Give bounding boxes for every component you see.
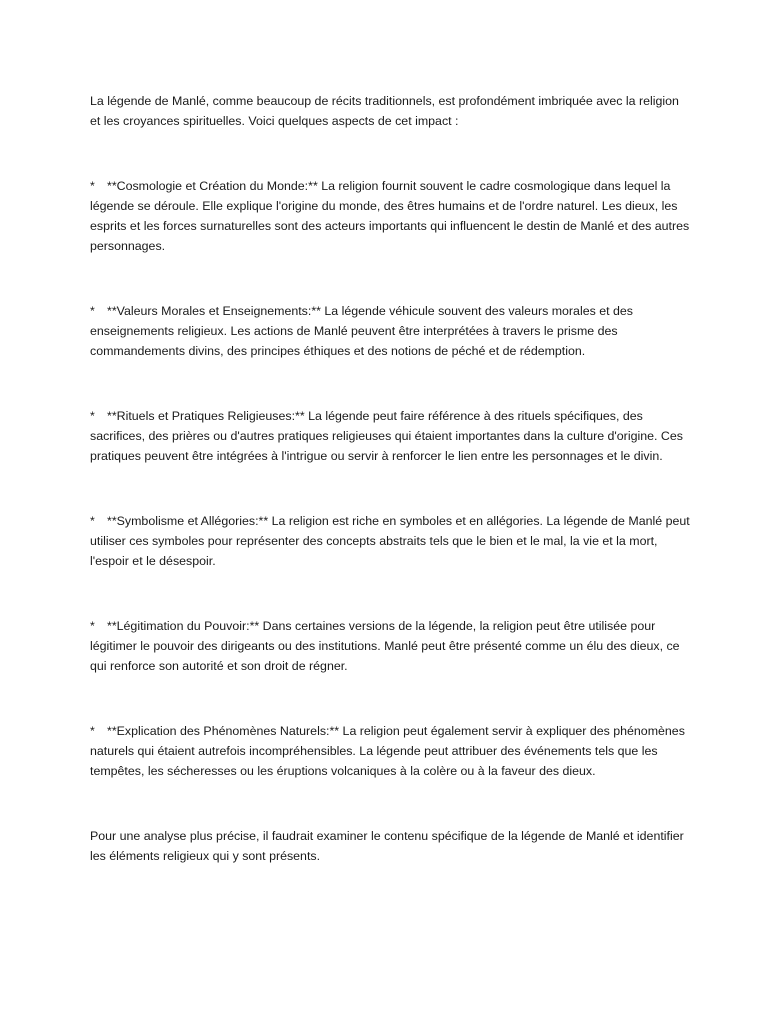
bullet-item-rituels <box>90 406 690 466</box>
conclusion-paragraph: Pour une analyse plus précise, il faudrait examiner le contenu spécifique de la légende de Manlé et identifier les éléments religieux qui y sont présents. <box>90 829 684 863</box>
document-body <box>90 91 690 866</box>
bullet-text: **Valeurs Morales et Enseignements:** La légende véhicule souvent des valeurs morales et des enseignements religieux. Les actions de Manlé peuvent être interprétées à travers le prisme des commandements divins, des principes éthiques et des notions de péché et de rédemption. <box>90 304 633 358</box>
bullet-marker: * <box>90 179 95 193</box>
bullet-marker: * <box>90 514 95 528</box>
bullet-text: **Symbolisme et Allégories:** La religion est riche en symboles et en allégories. La légende de Manlé peut utiliser ces symboles pour représenter des concepts abstraits tels que le bien et le mal, la vie et la mort, l'espoir et le désespoir. <box>90 514 690 568</box>
bullet-marker: * <box>90 619 95 633</box>
bullet-marker: * <box>90 409 95 423</box>
bullet-item-cosmologie <box>90 176 690 256</box>
intro-paragraph: La légende de Manlé, comme beaucoup de récits traditionnels, est profondément imbriquée avec la religion et les croyances spirituelles. Voici quelques aspects de cet impact : <box>90 94 679 128</box>
bullet-marker: * <box>90 304 95 318</box>
bullet-text: **Cosmologie et Création du Monde:** La religion fournit souvent le cadre cosmologique dans lequel la légende se déroule. Elle explique l'origine du monde, des êtres humains et de l'ordre naturel. Les dieux, les esprits et les forces surnaturelles sont des acteurs importants qui influencent le destin de Manlé et des autres personnages. <box>90 179 690 253</box>
bullet-item-valeurs <box>90 301 690 361</box>
bullet-item-symbolisme <box>90 511 690 571</box>
bullet-text: **Explication des Phénomènes Naturels:** La religion peut également servir à expliquer des phénomènes naturels qui étaient autrefois incompréhensibles. La légende peut attribuer des événements tels que les tempêtes, les sécheresses ou les éruptions volcaniques à la colère ou à la faveur des dieux. <box>90 724 685 778</box>
bullet-text: **Rituels et Pratiques Religieuses:** La légende peut faire référence à des rituels spécifiques, des sacrifices, des prières ou d'autres pratiques religieuses qui étaient importantes dans la culture d'origine. Ces pratiques peuvent être intégrées à l'intrigue ou servir à renforcer le lien entre les personnages et le divin. <box>90 409 683 463</box>
bullet-item-legitimation <box>90 616 690 676</box>
bullet-item-explication <box>90 721 690 781</box>
bullet-text: **Légitimation du Pouvoir:** Dans certaines versions de la légende, la religion peut être utilisée pour légitimer le pouvoir des dirigeants ou des institutions. Manlé peut être présenté comme un élu des dieux, ce qui renforce son autorité et son droit de régner. <box>90 619 680 673</box>
bullet-marker: * <box>90 724 95 738</box>
